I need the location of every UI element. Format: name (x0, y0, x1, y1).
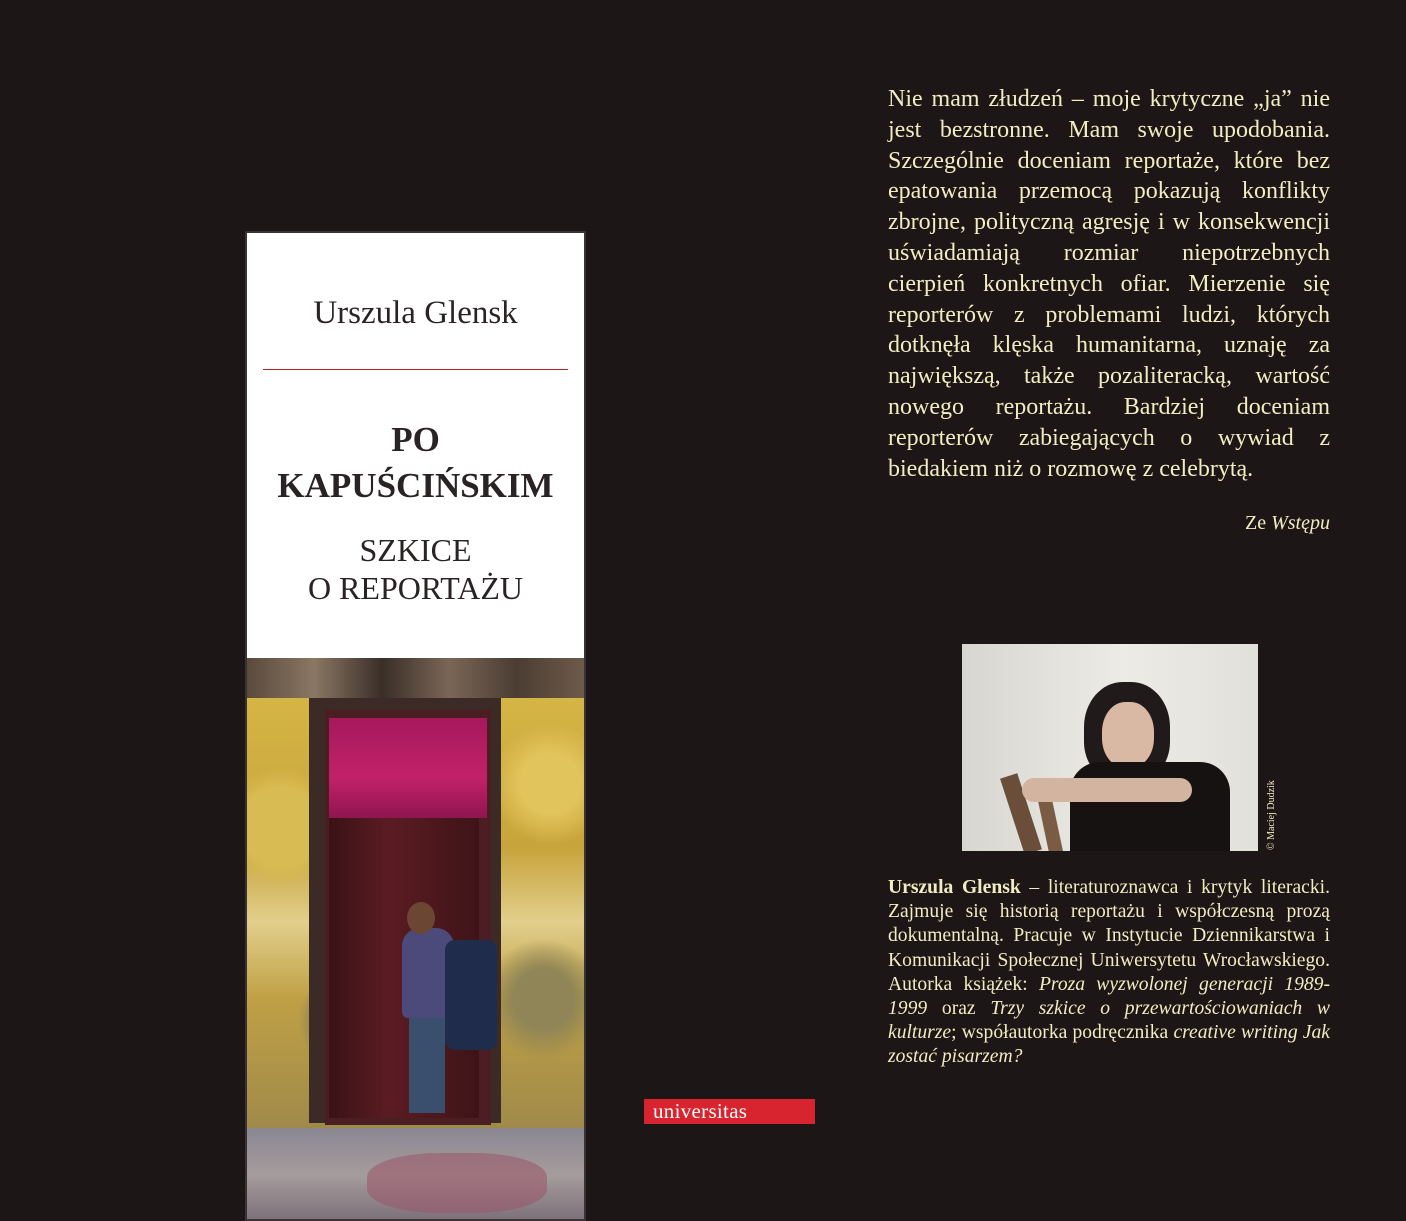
photo-child-legs (409, 1013, 445, 1113)
book-spine (245, 231, 586, 1221)
photo-author-face (1102, 702, 1154, 768)
author-photo (962, 644, 1258, 851)
back-cover-quote (888, 84, 1330, 484)
photo-credit: © Maciej Dudzik (1266, 780, 1277, 850)
quote-source (888, 512, 1330, 535)
photo-top-band (247, 658, 584, 698)
photo-author-arms (1022, 778, 1192, 802)
spine-subtitle-line2: O REPORTAŻU (307, 570, 524, 606)
bio-author-name: Urszula Glensk (888, 877, 1021, 898)
spine-title (247, 417, 584, 509)
bio-paragraph (888, 876, 1330, 1070)
bio-book3: creative writing Jak zostać pisarzem? (888, 1022, 1330, 1068)
quote-text: Nie mam złudzeń – moje krytyczne „ja” nie jest bezstronne. Mam swoje upodobania. Szczególnie doceniam reportaże, które bez epatowania przemocą pokazują konflikty zbrojne, polityczną agresję i w konsekwencji uświadamiają rozmiar niepotrzebnych cierpień konkretnych ofiar. Mierzenie się reporterów z problemami ludzi, których dotknęła klęska humanitarna, uznaję za największą, także pozaliteracką, wartość nowego reportażu. Bardziej doceniam reporterów zabiegających o wywiad z biedakiem niż o rozmowę z celebrytą. (888, 86, 1330, 482)
bio-text-part1: – literaturoznawca i krytyk literacki. Zajmuje się historią reportażu i współczesną prozą dokumentalną. Pracuje w Instytucie Dziennikarstwa i Komunikacji Społecznej Uniwersytetu Wrocławskiego. Autorka książek: (888, 877, 1330, 995)
bio-book2: Trzy szkice o przewartościowaniach w kulturze (888, 998, 1330, 1044)
spine-divider (263, 369, 568, 370)
spine-subtitle (247, 531, 584, 607)
cover-photograph (247, 658, 584, 1221)
photo-author-torso (1070, 762, 1230, 851)
quote-source-prefix: Ze (1245, 512, 1267, 534)
photo-jacket (445, 940, 497, 1050)
quote-source-title: Wstępu (1271, 512, 1330, 534)
publisher-label: universitas (644, 1099, 815, 1124)
author-bio (888, 876, 1330, 1070)
photo-pink-curtain (329, 718, 487, 818)
photo-ground-stain (367, 1153, 547, 1213)
photo-child-head (407, 902, 435, 934)
spine-title-line2: KAPUŚCIŃSKIM (277, 466, 554, 505)
spine-title-line1: PO (391, 420, 440, 459)
bio-text-part3: ; współautorka podręcznika (951, 1022, 1174, 1044)
spine-subtitle-line1: SZKICE (359, 532, 472, 568)
bio-book1: Proza wyzwolonej generacji 1989-1999 (888, 973, 1330, 1020)
bio-text-part2: oraz (927, 998, 991, 1020)
spine-author-name: Urszula Glensk (313, 295, 518, 331)
